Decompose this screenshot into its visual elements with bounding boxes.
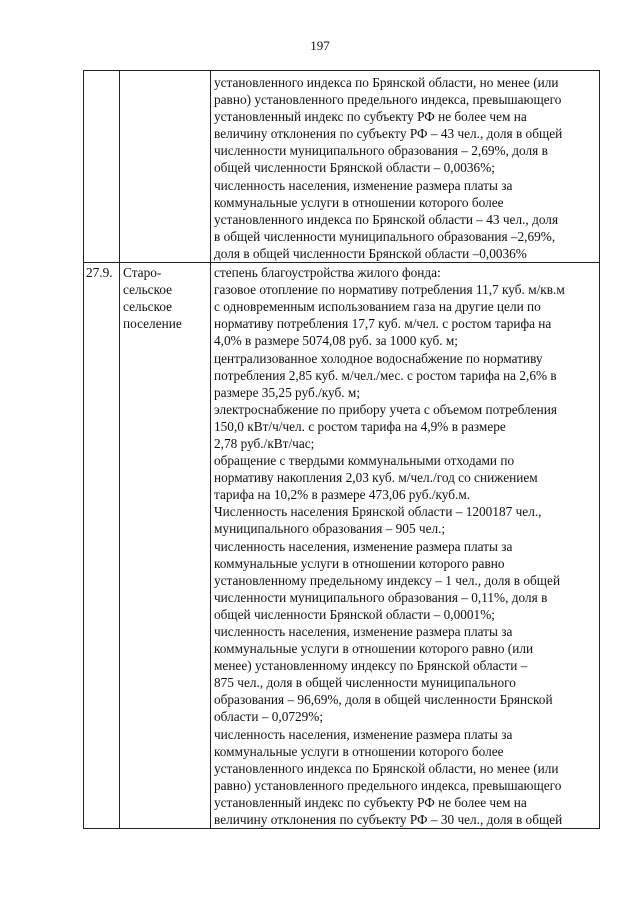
text-line: с одновременным использованием газа на другие цели по [214, 299, 541, 315]
text-line: 2,78 руб./кВт/час; [214, 435, 315, 451]
text-line: 150,0 кВт/ч/чел. с ростом тарифа на 4,9% в размере [214, 418, 506, 434]
text-line: установленного индекса по Брянской области, но менее (или [214, 760, 559, 776]
row-number-cell: 27.9. [84, 263, 120, 829]
text-line: равно) установленного предельного индекса, превышающего [214, 92, 562, 108]
text-line: численности муниципального образования – 2,69%, доля в [214, 143, 548, 159]
document-table [83, 70, 600, 829]
text-line: равно) установленного предельного индекса, превышающего [214, 777, 562, 793]
text-line: общей численности Брянской области – 0,0036%; [214, 160, 495, 176]
text-line: образования – 96,69%, доля в общей численности Брянской [214, 692, 553, 708]
text-line: установленного индекса по Брянской области – 43 чел., доля [214, 211, 559, 227]
text-line: доля в общей численности Брянской области –0,0036% [214, 245, 527, 261]
name-line: сельское [123, 299, 173, 315]
text-line: коммунальные услуги в отношении которого более [214, 743, 504, 759]
text-line: степень благоустройства жилого фонда: [214, 265, 441, 281]
municipality-name-cell [120, 71, 211, 263]
text-line: в общей численности муниципального образования –2,69%, [214, 228, 556, 244]
text-line: величину отклонения по субъекту РФ – 43 чел., доля в общей [214, 126, 563, 142]
text-line: численность населения, изменение размера платы за [214, 624, 513, 639]
text-line: размере 35,25 руб./куб. м; [214, 384, 361, 400]
text-line: потребления 2,85 куб. м/чел./мес. с ростом тарифа на 2,6% в [214, 367, 557, 383]
text-line: 875 чел., доля в общей численности муниципального [214, 675, 516, 691]
row-number-cell [84, 71, 120, 263]
text-line: централизованное холодное водоснабжение по нормативу [214, 350, 543, 366]
text-line: коммунальные услуги в отношении которого более [214, 194, 504, 210]
text-line: электроснабжение по прибору учета с объемом потребления [214, 401, 557, 417]
text-line: обращение с твердыми коммунальными отходами по [214, 453, 515, 469]
name-line: Старо- [123, 265, 162, 281]
table-row-27-9 [84, 263, 600, 829]
description-cell [211, 263, 600, 829]
text-line: области – 0,0729%; [214, 709, 324, 725]
text-line: установленному предельному индексу – 1 чел., доля в общей [214, 572, 561, 588]
text-line: коммунальные услуги в отношении которого равно (или [214, 641, 534, 657]
table-row-continuation [84, 71, 600, 263]
text-line: муниципального образования – 905 чел.; [214, 521, 446, 537]
description-cell [211, 71, 600, 263]
text-line: менее) установленному индексу по Брянской области – [214, 658, 528, 674]
text-line: численность населения, изменение размера платы за [214, 177, 513, 193]
text-line: газовое отопление по нормативу потребления 11,7 куб. м/кв.м [214, 282, 565, 298]
text-line: общей численности Брянской области – 0,0001%; [214, 606, 495, 622]
page-number: 197 [310, 38, 330, 53]
text-line: численность населения, изменение размера платы за [214, 726, 513, 742]
text-line: численности муниципального образования – 0,11%, доля в [214, 589, 548, 605]
name-line: сельское [123, 282, 173, 298]
text-line: установленный индекс по субъекту РФ не более чем на [214, 109, 527, 125]
text-line: величину отклонения по субъекту РФ – 30 чел., доля в общей [214, 812, 563, 828]
text-line: коммунальные услуги в отношении которого равно [214, 555, 505, 571]
name-line: поселение [123, 316, 182, 332]
text-line: Численность населения Брянской области – 1200187 чел., [214, 504, 542, 520]
text-line: установленного индекса по Брянской области, но менее (или [214, 75, 559, 90]
text-line: установленный индекс по субъекту РФ не более чем на [214, 794, 527, 810]
municipality-name-cell [120, 263, 211, 829]
text-line: нормативу накопления 2,03 куб. м/чел./год со снижением [214, 470, 538, 486]
text-line: тарифа на 10,2% в размере 473,06 руб./куб.м. [214, 487, 471, 503]
text-line: численность населения, изменение размера платы за [214, 538, 513, 554]
text-line: нормативу потребления 17,7 куб. м/чел. с ростом тарифа на [214, 316, 552, 332]
text-line: 4,0% в размере 5074,08 руб. за 1000 куб. м; [214, 333, 458, 349]
